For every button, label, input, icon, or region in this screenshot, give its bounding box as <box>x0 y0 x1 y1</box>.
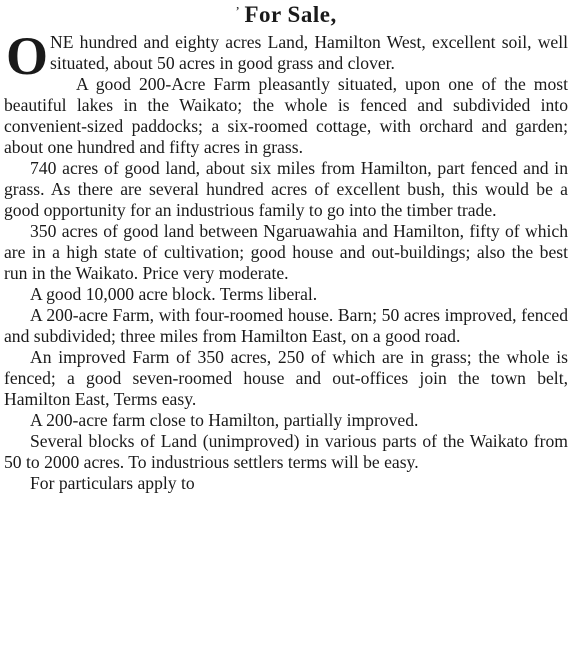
listing-paragraph-5: A good 10,000 acre block. Terms liberal. <box>30 284 318 304</box>
listing-paragraph-3: 740 acres of good land, about six miles from Hamilton, part fenced and in grass. As there are several hundred acres of excellent bush, this would be a good opportunity for an industrious family to go into the timber trade. <box>4 158 568 220</box>
paragraph-text: hundred and eighty acres Land, Hamilton West, excellent soil, well situated, about 50 acres in good grass and clover. <box>50 32 568 73</box>
listing-paragraph-10: For particulars apply to <box>30 473 195 493</box>
listing-paragraph-4: 350 acres of good land between Ngaruawahia and Hamilton, fifty of which are in a high state of cultivation; good house and out-buildings; also the best run in the Waikato. Price very moderate. <box>4 221 568 283</box>
heading-mark: ʼ <box>235 5 241 20</box>
listing-paragraph-8: A 200-acre farm close to Hamilton, partially improved. <box>30 410 419 430</box>
listing-paragraph-2: A good 200-Acre Farm pleasantly situated, upon one of the most beautiful lakes in the Waikato; the whole is fenced and subdivided into convenient-sized paddocks; a six-roomed cottage, with orchard and garden; about one hundred and fifty acres in grass. <box>4 74 568 157</box>
drop-cap-letter: O <box>6 26 49 86</box>
advertisement-heading <box>0 2 572 28</box>
listing-paragraph-9: Several blocks of Land (unimproved) in various parts of the Waikato from 50 to 2000 acres. To industrious settlers terms will be easy. <box>4 431 568 472</box>
listing-paragraph-1 <box>4 26 568 86</box>
heading-title: For Sale, <box>244 2 337 27</box>
paragraph-lead-word: NE <box>50 32 74 52</box>
advertisement-body <box>4 26 568 494</box>
listing-paragraph-7: An improved Farm of 350 acres, 250 of which are in grass; the whole is fenced; a good seven-roomed house and out-offices join the town belt, Hamilton East, Terms easy. <box>4 347 568 409</box>
listing-paragraph-6: A 200-acre Farm, with four-roomed house. Barn; 50 acres improved, fenced and subdivided; three miles from Hamilton East, on a good road. <box>4 305 568 346</box>
